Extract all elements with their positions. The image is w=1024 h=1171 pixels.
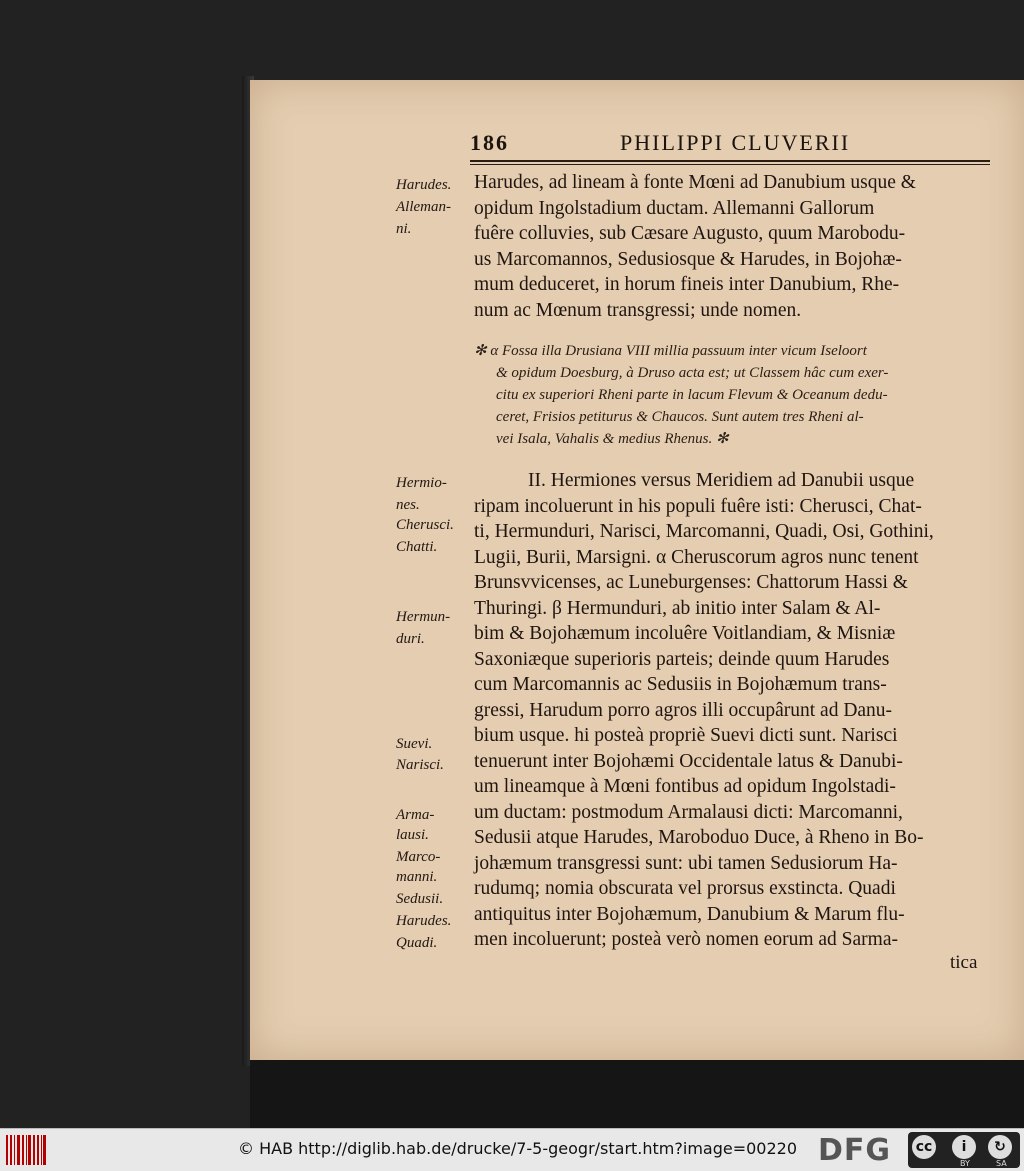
text-line: tenuerunt inter Bojohæmi Occidentale latus & Danubi- bbox=[474, 750, 903, 772]
text-line: Brunsvvicenses, ac Luneburgenses: Chattorum Hassi & bbox=[474, 572, 908, 593]
text-line: us Marcomannos, Sedusiosque & Harudes, in Bojohæ- bbox=[474, 248, 902, 270]
share-alike-icon: ↻ bbox=[988, 1135, 1012, 1159]
margin-note: duri. bbox=[396, 631, 425, 647]
margin-note: Arma- bbox=[396, 807, 435, 823]
catchword: tica bbox=[950, 952, 978, 973]
text-line: cum Marcomannis ac Sedusiis in Bojohæmum trans- bbox=[474, 674, 887, 695]
cc-license-icon[interactable] bbox=[908, 1132, 1020, 1168]
text-line: bim & Bojohæmum incoluêre Voitlandiam, & Misniæ bbox=[474, 623, 896, 644]
header-rule bbox=[470, 160, 990, 165]
text-line: rudumq; nomia obscurata vel prorsus exstincta. Quadi bbox=[474, 878, 896, 899]
text-line: johæmum transgressi sunt: ubi tamen Sedusiorum Ha- bbox=[474, 852, 898, 874]
margin-note: ni. bbox=[396, 221, 412, 237]
by-person-icon: i bbox=[952, 1135, 976, 1159]
text-line: ripam incoluerunt in his populi fuêre isti: Cherusci, Chat- bbox=[474, 495, 922, 517]
note-line: ✻ α Fossa illa Drusiana VIII millia passuum inter vicum Iseloort bbox=[474, 343, 867, 359]
margin-note: nes. bbox=[396, 497, 420, 513]
margin-note: Hermio- bbox=[396, 475, 447, 491]
margin-note: Narisci. bbox=[396, 757, 444, 773]
margin-note: Hermun- bbox=[396, 609, 451, 625]
barcode-icon bbox=[6, 1135, 46, 1165]
note-line: ceret, Frisios petiturus & Chaucos. Sunt autem tres Rheni al- bbox=[496, 409, 864, 425]
margin-note: manni. bbox=[396, 869, 438, 885]
text-line: gressi, Harudum porro agros illi occupârunt ad Danu- bbox=[474, 699, 893, 721]
text-line: mum deduceret, in horum fineis inter Danubium, Rhe- bbox=[474, 274, 900, 295]
margin-note: Marco- bbox=[396, 849, 441, 865]
margin-note: lausi. bbox=[396, 827, 429, 843]
text-line: Thuringi. β Hermunduri, ab initio inter Salam & Al- bbox=[474, 597, 881, 619]
text-line: num ac Mœnum transgressi; unde nomen. bbox=[474, 299, 802, 321]
text-line: II. Hermiones versus Meridiem ad Danubii usque bbox=[528, 470, 915, 491]
text-line: ti, Hermunduri, Narisci, Marcomanni, Quadi, Osi, Gothini, bbox=[474, 521, 934, 542]
margin-note: Sedusii. bbox=[396, 891, 444, 907]
page-number: 186 bbox=[470, 130, 509, 155]
text-line: Harudes, ad lineam à fonte Mœni ad Danubium usque & bbox=[474, 172, 916, 193]
page-bottom-shadow bbox=[250, 1060, 1024, 1128]
by-label: BY bbox=[960, 1159, 970, 1168]
margin-note: Chatti. bbox=[396, 539, 438, 555]
footer-bar bbox=[0, 1128, 1024, 1171]
copyright-link[interactable]: © HAB http://diglib.hab.de/drucke/7-5-geogr/start.htm?image=00220 bbox=[238, 1139, 798, 1158]
sa-label: SA bbox=[996, 1159, 1007, 1168]
paragraph-harudes bbox=[474, 170, 994, 323]
paragraph-hermiones bbox=[474, 468, 994, 953]
margin-note: Harudes. bbox=[396, 177, 452, 193]
margin-note: Harudes. bbox=[396, 913, 452, 929]
text-line: bium usque. hi posteà propriè Suevi dicti sunt. Narisci bbox=[474, 725, 898, 746]
text-line: um ductam: postmodum Armalausi dicti: Marcomanni, bbox=[474, 801, 903, 823]
footnote-block bbox=[474, 340, 994, 450]
margin-note: Cherusci. bbox=[396, 517, 454, 533]
page-header bbox=[470, 128, 1000, 158]
note-line: vei Isala, Vahalis & medius Rhenus. ✻ bbox=[496, 431, 729, 447]
text-line: Saxoniæque superioris parteis; deinde quum Harudes bbox=[474, 648, 890, 670]
margin-note: Quadi. bbox=[396, 935, 438, 951]
text-line: Sedusii atque Harudes, Maroboduo Duce, à Rheno in Bo- bbox=[474, 827, 924, 848]
dfg-logo[interactable]: DFG bbox=[818, 1133, 892, 1168]
running-title: PHILIPPI CLUVERII bbox=[620, 130, 851, 155]
text-line: antiquitus inter Bojohæmum, Danubium & Marum flu- bbox=[474, 903, 905, 925]
note-line: & opidum Doesburg, à Druso acta est; ut Classem hâc cum exer- bbox=[496, 365, 889, 381]
cc-icon: cc bbox=[912, 1135, 936, 1159]
text-line: fuêre colluvies, sub Cæsare Augusto, quum Marobodu- bbox=[474, 223, 906, 244]
margin-note: Alleman- bbox=[396, 199, 451, 215]
text-line: men incoluerunt; posteà verò nomen eorum ad Sarma- bbox=[474, 929, 898, 950]
margin-note: Suevi. bbox=[396, 736, 433, 752]
text-line: um lineamque à Mœni fontibus ad opidum Ingolstadi- bbox=[474, 776, 896, 797]
note-line: citu ex superiori Rheni parte in lacum Flevum & Oceanum dedu- bbox=[496, 387, 888, 403]
text-line: Lugii, Burii, Marsigni. α Cheruscorum agros nunc tenent bbox=[474, 546, 919, 568]
text-line: opidum Ingolstadium ductam. Allemanni Gallorum bbox=[474, 197, 875, 219]
